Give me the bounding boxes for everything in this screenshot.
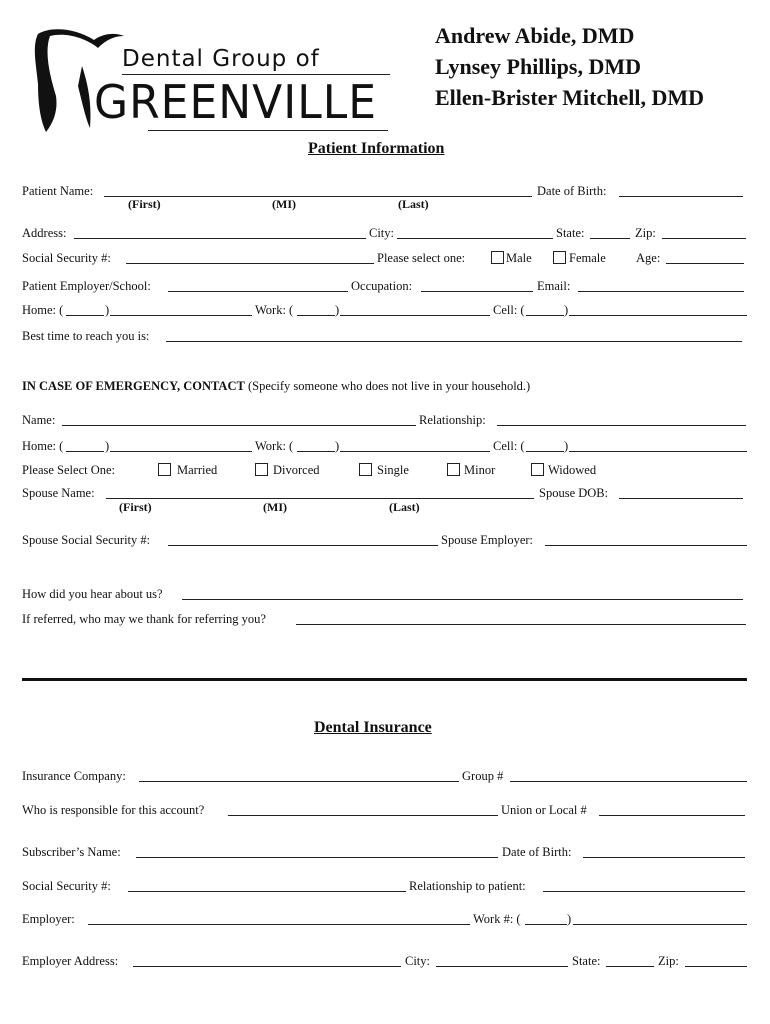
widowed-checkbox[interactable] <box>531 463 544 476</box>
emergency-name-field[interactable] <box>62 425 416 426</box>
divorced-label: Divorced <box>273 463 320 477</box>
emergency-name-label: Name: <box>22 413 56 427</box>
paren-close: ) <box>105 303 110 317</box>
relationship-field[interactable] <box>497 425 746 426</box>
insurance-work-label: Work #: ( <box>473 912 521 926</box>
city-label: City: <box>369 226 395 240</box>
occupation-label: Occupation: <box>351 279 413 293</box>
zip-field[interactable] <box>662 238 746 239</box>
paren-close: ) <box>564 439 569 453</box>
insurance-employer-label: Employer: <box>22 912 75 926</box>
insurance-city-field[interactable] <box>436 966 568 967</box>
spouse-mi-caption: (MI) <box>263 500 287 514</box>
dental-insurance-title: Dental Insurance <box>314 719 432 736</box>
insurance-zip-label: Zip: <box>658 954 679 968</box>
patient-name-field[interactable] <box>104 196 532 197</box>
cell-area-code[interactable] <box>526 315 564 316</box>
spouse-employer-label: Spouse Employer: <box>441 533 534 547</box>
insurance-ssn-field[interactable] <box>128 891 406 892</box>
paren-close: ) <box>335 439 340 453</box>
subscriber-label: Subscriber’s Name: <box>22 845 121 859</box>
employer-address-label: Employer Address: <box>22 954 119 968</box>
work-phone-field[interactable] <box>340 315 490 316</box>
female-label: Female <box>569 251 606 265</box>
home-phone-field[interactable] <box>110 315 252 316</box>
emergency-work-field[interactable] <box>340 451 490 452</box>
insurance-company-field[interactable] <box>139 781 459 782</box>
paren-close: ) <box>335 303 340 317</box>
insurance-state-label: State: <box>572 954 601 968</box>
male-label: Male <box>506 251 532 265</box>
emergency-work-area[interactable] <box>297 451 335 452</box>
address-field[interactable] <box>74 238 366 239</box>
last-name-caption: (Last) <box>398 197 429 211</box>
age-label: Age: <box>636 251 661 265</box>
paren-close: ) <box>567 912 572 926</box>
hear-about-field[interactable] <box>182 599 743 600</box>
employer-address-field[interactable] <box>133 966 401 967</box>
relationship-to-patient-label: Relationship to patient: <box>409 879 526 893</box>
doctor-name-1: Andrew Abide, DMD <box>435 23 635 48</box>
employer-field[interactable] <box>168 291 348 292</box>
employer-label: Patient Employer/School: <box>22 279 151 293</box>
first-name-caption: (First) <box>128 197 161 211</box>
emergency-home-field[interactable] <box>110 451 252 452</box>
emergency-home-area[interactable] <box>66 451 104 452</box>
group-label: Group # <box>462 769 504 783</box>
practice-logo <box>28 24 398 136</box>
ssn-field[interactable] <box>126 263 374 264</box>
dob-field[interactable] <box>619 196 743 197</box>
doctor-name-3: Ellen-Brister Mitchell, DMD <box>435 85 705 110</box>
state-label: State: <box>556 226 585 240</box>
doctor-name-2: Lynsey Phillips, DMD <box>435 54 641 79</box>
subscriber-dob-field[interactable] <box>583 857 745 858</box>
responsible-label: Who is responsible for this account? <box>22 803 205 817</box>
insurance-zip-field[interactable] <box>685 966 747 967</box>
logo-line1: Dental Group of <box>122 46 320 72</box>
emergency-cell-field[interactable] <box>569 451 747 452</box>
address-label: Address: <box>22 226 67 240</box>
email-field[interactable] <box>578 291 744 292</box>
emergency-home-label: Home: ( <box>22 439 64 453</box>
group-field[interactable] <box>510 781 747 782</box>
spouse-ssn-field[interactable] <box>168 545 438 546</box>
insurance-employer-field[interactable] <box>88 924 470 925</box>
work-phone-label: Work: ( <box>255 303 294 317</box>
insurance-ssn-label: Social Security #: <box>22 879 111 893</box>
referred-field[interactable] <box>296 624 746 625</box>
emergency-work-label: Work: ( <box>255 439 294 453</box>
email-label: Email: <box>537 279 571 293</box>
home-phone-label: Home: ( <box>22 303 64 317</box>
hear-about-label: How did you hear about us? <box>22 587 163 601</box>
single-checkbox[interactable] <box>359 463 372 476</box>
section-divider <box>22 678 747 681</box>
relationship-to-patient-field[interactable] <box>543 891 745 892</box>
relationship-label: Relationship: <box>419 413 486 427</box>
zip-label: Zip: <box>635 226 656 240</box>
insurance-work-area[interactable] <box>525 924 567 925</box>
emergency-note: (Specify someone who does not live in your household.) <box>247 379 531 393</box>
patient-info-title: Patient Information <box>308 140 445 157</box>
spouse-ssn-label: Spouse Social Security #: <box>22 533 151 547</box>
responsible-field[interactable] <box>228 815 498 816</box>
home-area-code[interactable] <box>66 315 104 316</box>
emergency-heading-text: IN CASE OF EMERGENCY, CONTACT <box>22 379 245 393</box>
paren-close: ) <box>105 439 110 453</box>
union-label: Union or Local # <box>501 803 587 817</box>
spouse-first-caption: (First) <box>119 500 152 514</box>
marital-select-label: Please Select One: <box>22 463 116 477</box>
city-field[interactable] <box>397 238 553 239</box>
select-one-label: Please select one: <box>377 251 466 265</box>
ssn-label: Social Security #: <box>22 251 111 265</box>
spouse-dob-label: Spouse DOB: <box>539 486 609 500</box>
dob-label: Date of Birth: <box>537 184 607 198</box>
paren-close: ) <box>564 303 569 317</box>
married-checkbox[interactable] <box>158 463 171 476</box>
logo-rule-bottom <box>148 130 388 131</box>
widowed-label: Widowed <box>548 463 597 477</box>
best-time-label: Best time to reach you is: <box>22 329 150 343</box>
referred-label: If referred, who may we thank for referring you? <box>22 612 266 626</box>
emergency-cell-area[interactable] <box>526 451 564 452</box>
spouse-dob-field[interactable] <box>619 498 743 499</box>
spouse-name-field[interactable] <box>106 498 534 499</box>
insurance-state-field[interactable] <box>606 966 654 967</box>
cell-phone-label: Cell: ( <box>493 303 525 317</box>
divorced-checkbox[interactable] <box>255 463 268 476</box>
occupation-field[interactable] <box>421 291 533 292</box>
minor-label: Minor <box>464 463 496 477</box>
union-field[interactable] <box>599 815 745 816</box>
spouse-name-label: Spouse Name: <box>22 486 95 500</box>
patient-name-label: Patient Name: <box>22 184 94 198</box>
state-field[interactable] <box>590 238 630 239</box>
best-time-field[interactable] <box>166 341 742 342</box>
emergency-cell-label: Cell: ( <box>493 439 525 453</box>
spouse-last-caption: (Last) <box>389 500 420 514</box>
subscriber-field[interactable] <box>136 857 498 858</box>
middle-initial-caption: (MI) <box>272 197 296 211</box>
work-area-code[interactable] <box>297 315 335 316</box>
spouse-employer-field[interactable] <box>545 545 747 546</box>
insurance-company-label: Insurance Company: <box>22 769 126 783</box>
age-field[interactable] <box>666 263 744 264</box>
minor-checkbox[interactable] <box>447 463 460 476</box>
married-label: Married <box>177 463 218 477</box>
insurance-work-field[interactable] <box>573 924 747 925</box>
male-checkbox[interactable] <box>491 251 504 264</box>
cell-phone-field[interactable] <box>569 315 747 316</box>
logo-rule-top <box>122 74 390 75</box>
single-label: Single <box>377 463 409 477</box>
logo-line2: GREENVILLE <box>94 76 378 130</box>
insurance-city-label: City: <box>405 954 431 968</box>
emergency-heading <box>22 379 530 393</box>
subscriber-dob-label: Date of Birth: <box>502 845 572 859</box>
female-checkbox[interactable] <box>553 251 566 264</box>
